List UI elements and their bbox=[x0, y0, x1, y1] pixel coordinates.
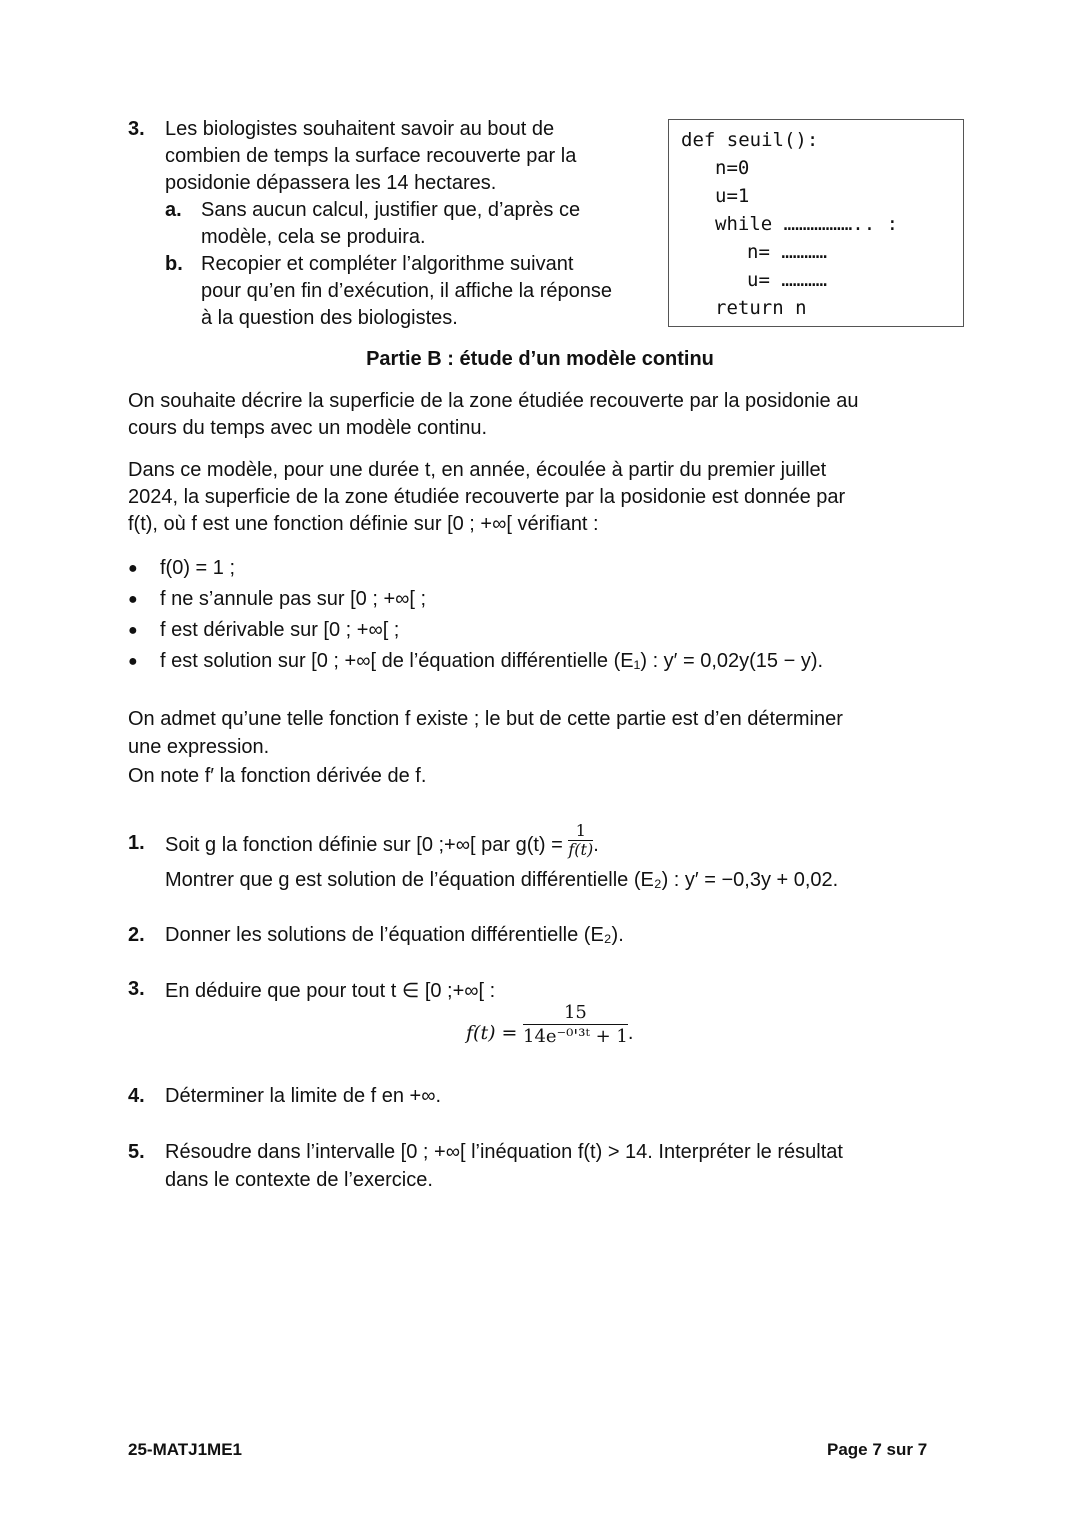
q1-frac-num: 1 bbox=[568, 822, 593, 841]
q1-frac-den: f(t) bbox=[568, 840, 594, 859]
q3-number: 3. bbox=[128, 118, 145, 140]
q3a-label: a. bbox=[165, 199, 182, 221]
q3b-fraction bbox=[523, 1002, 628, 1049]
intro2-line-2: 2024, la superficie de la zone étudiée recouverte par la posidonie est donnée par bbox=[128, 486, 846, 508]
q1-fraction bbox=[568, 822, 593, 859]
q1-line-2: Montrer que g est solution de l’équation différentielle (E₂) : y′ = −0,3y + 0,02. bbox=[165, 869, 839, 891]
code-line-u1: u=1 bbox=[715, 185, 750, 207]
q3b-frac-num: 15 bbox=[523, 1002, 628, 1025]
q3a-line-2: modèle, cela se produira. bbox=[201, 226, 426, 248]
intro2-line-3: f(t), où f est une fonction définie sur [0 ; +∞[ vérifiant : bbox=[128, 513, 599, 535]
q1-line-1: Soit g la fonction définie sur [0 ;+∞[ par g(t) = $\frac{1}{f(t)}$ . bbox=[165, 821, 599, 859]
intro1-line-2: cours du temps avec un modèle continu. bbox=[128, 417, 488, 439]
q3b-lhs: f(t) = bbox=[466, 1021, 518, 1044]
q5-line-2: dans le contexte de l’exercice. bbox=[165, 1169, 433, 1191]
q3-line-2: combien de temps la surface recouverte par la bbox=[165, 145, 577, 167]
bullet-dot: ● bbox=[128, 560, 138, 577]
q3-line-3: posidonie dépassera les 14 hectares. bbox=[165, 172, 497, 194]
q5-number: 5. bbox=[128, 1141, 145, 1163]
bullet-dot: ● bbox=[128, 653, 138, 670]
footer-page: Page 7 sur 7 bbox=[827, 1440, 928, 1459]
algorithm-box bbox=[668, 119, 964, 327]
admit-line-2: une expression. bbox=[128, 736, 270, 758]
q3b-formula: f(t) = $\frac{15}{\text{14e⁻⁰'³ᵗ + 1}}$ . bbox=[466, 1002, 634, 1047]
q3b-frac-den: 14e⁻⁰'³ᵗ + 1 bbox=[523, 1026, 628, 1047]
q3b-number: 3. bbox=[128, 978, 145, 1000]
bullet-dot: ● bbox=[128, 591, 138, 608]
q3b-label: b. bbox=[165, 253, 183, 275]
bullet-2: f ne s’annule pas sur [0 ; +∞[ ; bbox=[160, 588, 427, 610]
bullet-1: f(0) = 1 ; bbox=[160, 557, 236, 579]
code-line-return: return n bbox=[715, 297, 807, 319]
q3b-text: En déduire que pour tout t ∈ [0 ;+∞[ : bbox=[165, 980, 496, 1002]
q5-line-1: Résoudre dans l’intervalle [0 ; +∞[ l’inéquation f(t) > 14. Interpréter le résultat bbox=[165, 1141, 843, 1163]
admit-line-3: On note f′ la fonction dérivée de f. bbox=[128, 765, 427, 787]
code-line-n0: n=0 bbox=[715, 157, 750, 179]
q2-text: Donner les solutions de l’équation différentielle (E₂). bbox=[165, 924, 624, 946]
q3a-line-1: Sans aucun calcul, justifier que, d’après ce bbox=[201, 199, 581, 221]
intro1-line-1: On souhaite décrire la superficie de la zone étudiée recouverte par la posidonie au bbox=[128, 390, 859, 412]
q4-text: Déterminer la limite de f en +∞. bbox=[165, 1085, 442, 1107]
part-b-title: Partie B : étude d’un modèle continu bbox=[366, 348, 714, 370]
q2-number: 2. bbox=[128, 924, 145, 946]
code-line-u: u= ………… bbox=[747, 269, 828, 291]
q1-text: Soit g la fonction définie sur [0 ;+∞[ par g(t) = bbox=[165, 833, 563, 856]
bullet-3: f est dérivable sur [0 ; +∞[ ; bbox=[160, 619, 400, 641]
code-line-while: while ……………….. : bbox=[715, 213, 899, 235]
intro2-line-1: Dans ce modèle, pour une durée t, en année, écoulée à partir du premier juillet bbox=[128, 459, 827, 481]
admit-line-1: On admet qu’une telle fonction f existe ; le but de cette partie est d’en déterminer bbox=[128, 708, 843, 730]
code-line-n: n= ………… bbox=[747, 241, 828, 263]
q3b-line-2: pour qu’en fin d’exécution, il affiche la réponse bbox=[201, 280, 613, 302]
code-line-def: def seuil(): bbox=[681, 129, 819, 151]
q3-line-1: Les biologistes souhaitent savoir au bout de bbox=[165, 118, 555, 140]
bullet-dot: ● bbox=[128, 622, 138, 639]
q3b-line-1: Recopier et compléter l’algorithme suivant bbox=[201, 253, 574, 275]
bullet-4: f est solution sur [0 ; +∞[ de l’équation différentielle (E₁) : y′ = 0,02y(15 − y). bbox=[160, 650, 824, 672]
q3b-line-3: à la question des biologistes. bbox=[201, 307, 458, 329]
q4-number: 4. bbox=[128, 1085, 145, 1107]
footer-code: 25-MATJ1ME1 bbox=[128, 1440, 242, 1459]
q1-number: 1. bbox=[128, 832, 145, 854]
